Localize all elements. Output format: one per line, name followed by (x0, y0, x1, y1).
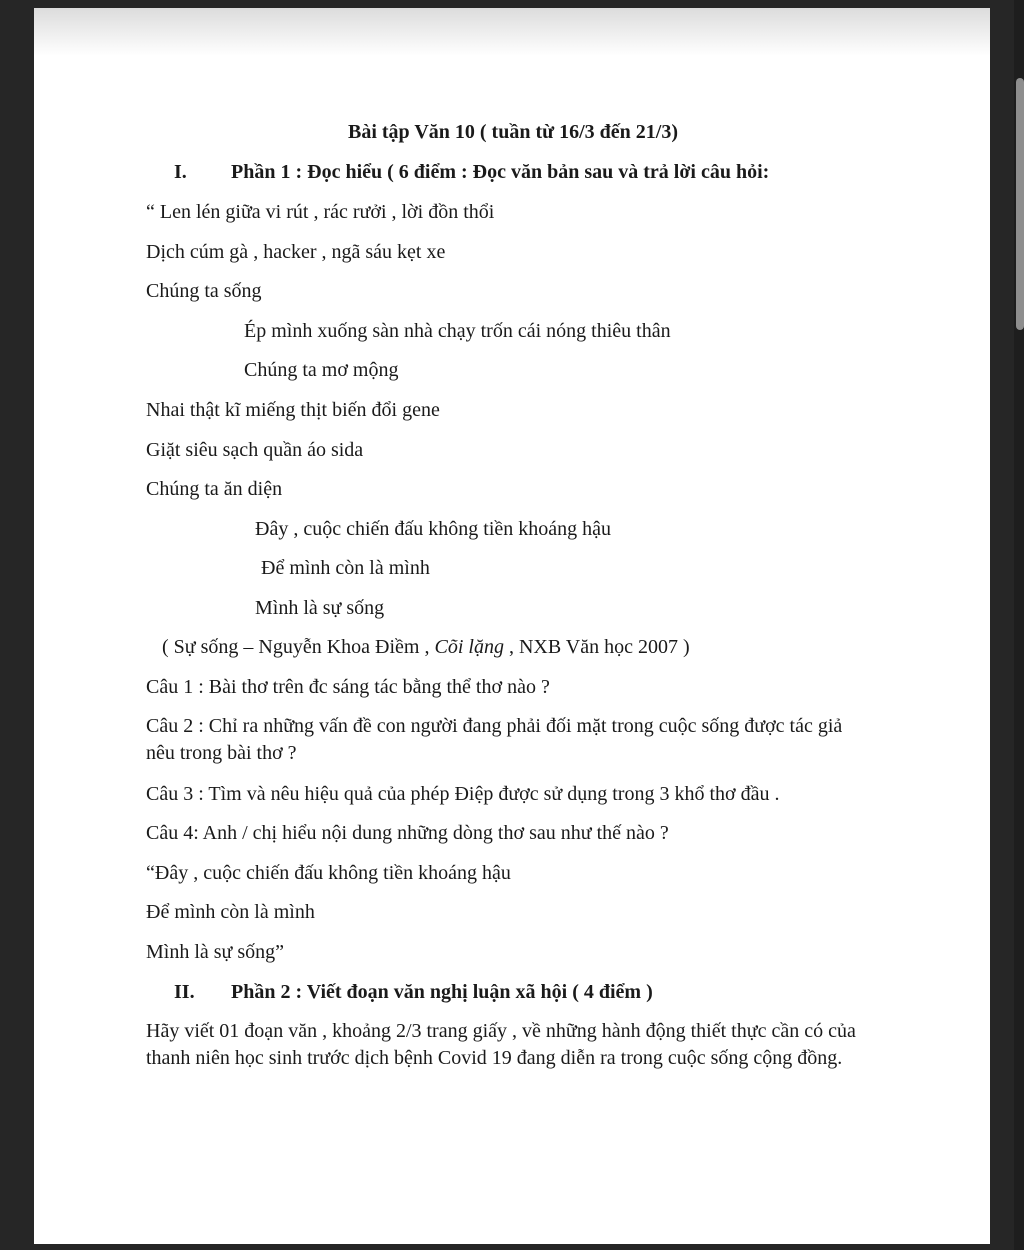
quote-line-1: “Đây , cuộc chiến đấu không tiền khoáng hậu (146, 862, 511, 884)
poem-line-6: Nhai thật kĩ miếng thịt biến đổi gene (146, 399, 440, 421)
document-page (34, 8, 990, 1244)
poem-line-3: Chúng ta sống (146, 280, 262, 302)
part1-heading: Phần 1 : Đọc hiểu ( 6 điểm : Đọc văn bản sau và trả lời câu hỏi: (231, 161, 770, 183)
poem-line-7: Giặt siêu sạch quần áo sida (146, 439, 364, 461)
poem-line-4: Ép mình xuống sàn nhà chạy trốn cái nóng thiêu thân (244, 320, 671, 342)
source-prefix: ( Sự sống – Nguyễn Khoa Điềm , (162, 636, 435, 658)
poem-line-8: Chúng ta ăn diện (146, 478, 283, 500)
part1-number: I. (174, 161, 187, 183)
document-title: Bài tập Văn 10 ( tuần từ 16/3 đến 21/3) (348, 121, 679, 143)
question-4: Câu 4: Anh / chị hiểu nội dung những dòng thơ sau như thế nào ? (146, 822, 669, 844)
source-book-title: Cõi lặng (434, 636, 504, 658)
quote-line-2: Để mình còn là mình (146, 901, 315, 923)
scrollbar-track[interactable] (1014, 0, 1024, 1250)
page-top-shadow (34, 8, 990, 56)
source-suffix: , NXB Văn học 2007 ) (503, 636, 690, 658)
question-1: Câu 1 : Bài thơ trên đc sáng tác bằng thể thơ nào ? (146, 676, 550, 698)
quote-line-3: Mình là sự sống” (146, 941, 285, 963)
part2-number: II. (174, 981, 195, 1003)
scrollbar-thumb[interactable] (1016, 78, 1024, 330)
poem-line-10: Để mình còn là mình (261, 557, 430, 579)
poem-line-11: Mình là sự sống (255, 597, 385, 619)
poem-source (162, 634, 690, 660)
part2-heading: Phần 2 : Viết đoạn văn nghị luận xã hội ( 4 điểm ) (231, 981, 653, 1003)
question-2: Câu 2 : Chỉ ra những vấn đề con người đang phải đối mặt trong cuộc sống được tác giả nêu trong bài thơ ? (146, 715, 843, 764)
poem-line-1: “ Len lén giữa vi rút , rác rưởi , lời đồn thổi (146, 201, 495, 223)
poem-line-5: Chúng ta mơ mộng (244, 359, 399, 381)
question-3: Câu 3 : Tìm và nêu hiệu quả của phép Điệp được sử dụng trong 3 khổ thơ đầu . (146, 783, 780, 805)
poem-line-2: Dịch cúm gà , hacker , ngã sáu kẹt xe (146, 241, 446, 263)
part2-text: Hãy viết 01 đoạn văn , khoảng 2/3 trang giấy , về những hành động thiết thực cần có của thanh niên học sinh trước dịch bệnh Covid 19 đang diễn ra trong cuộc sống cộng đồng. (146, 1020, 856, 1069)
poem-line-9: Đây , cuộc chiến đấu không tiền khoáng hậu (255, 518, 612, 540)
